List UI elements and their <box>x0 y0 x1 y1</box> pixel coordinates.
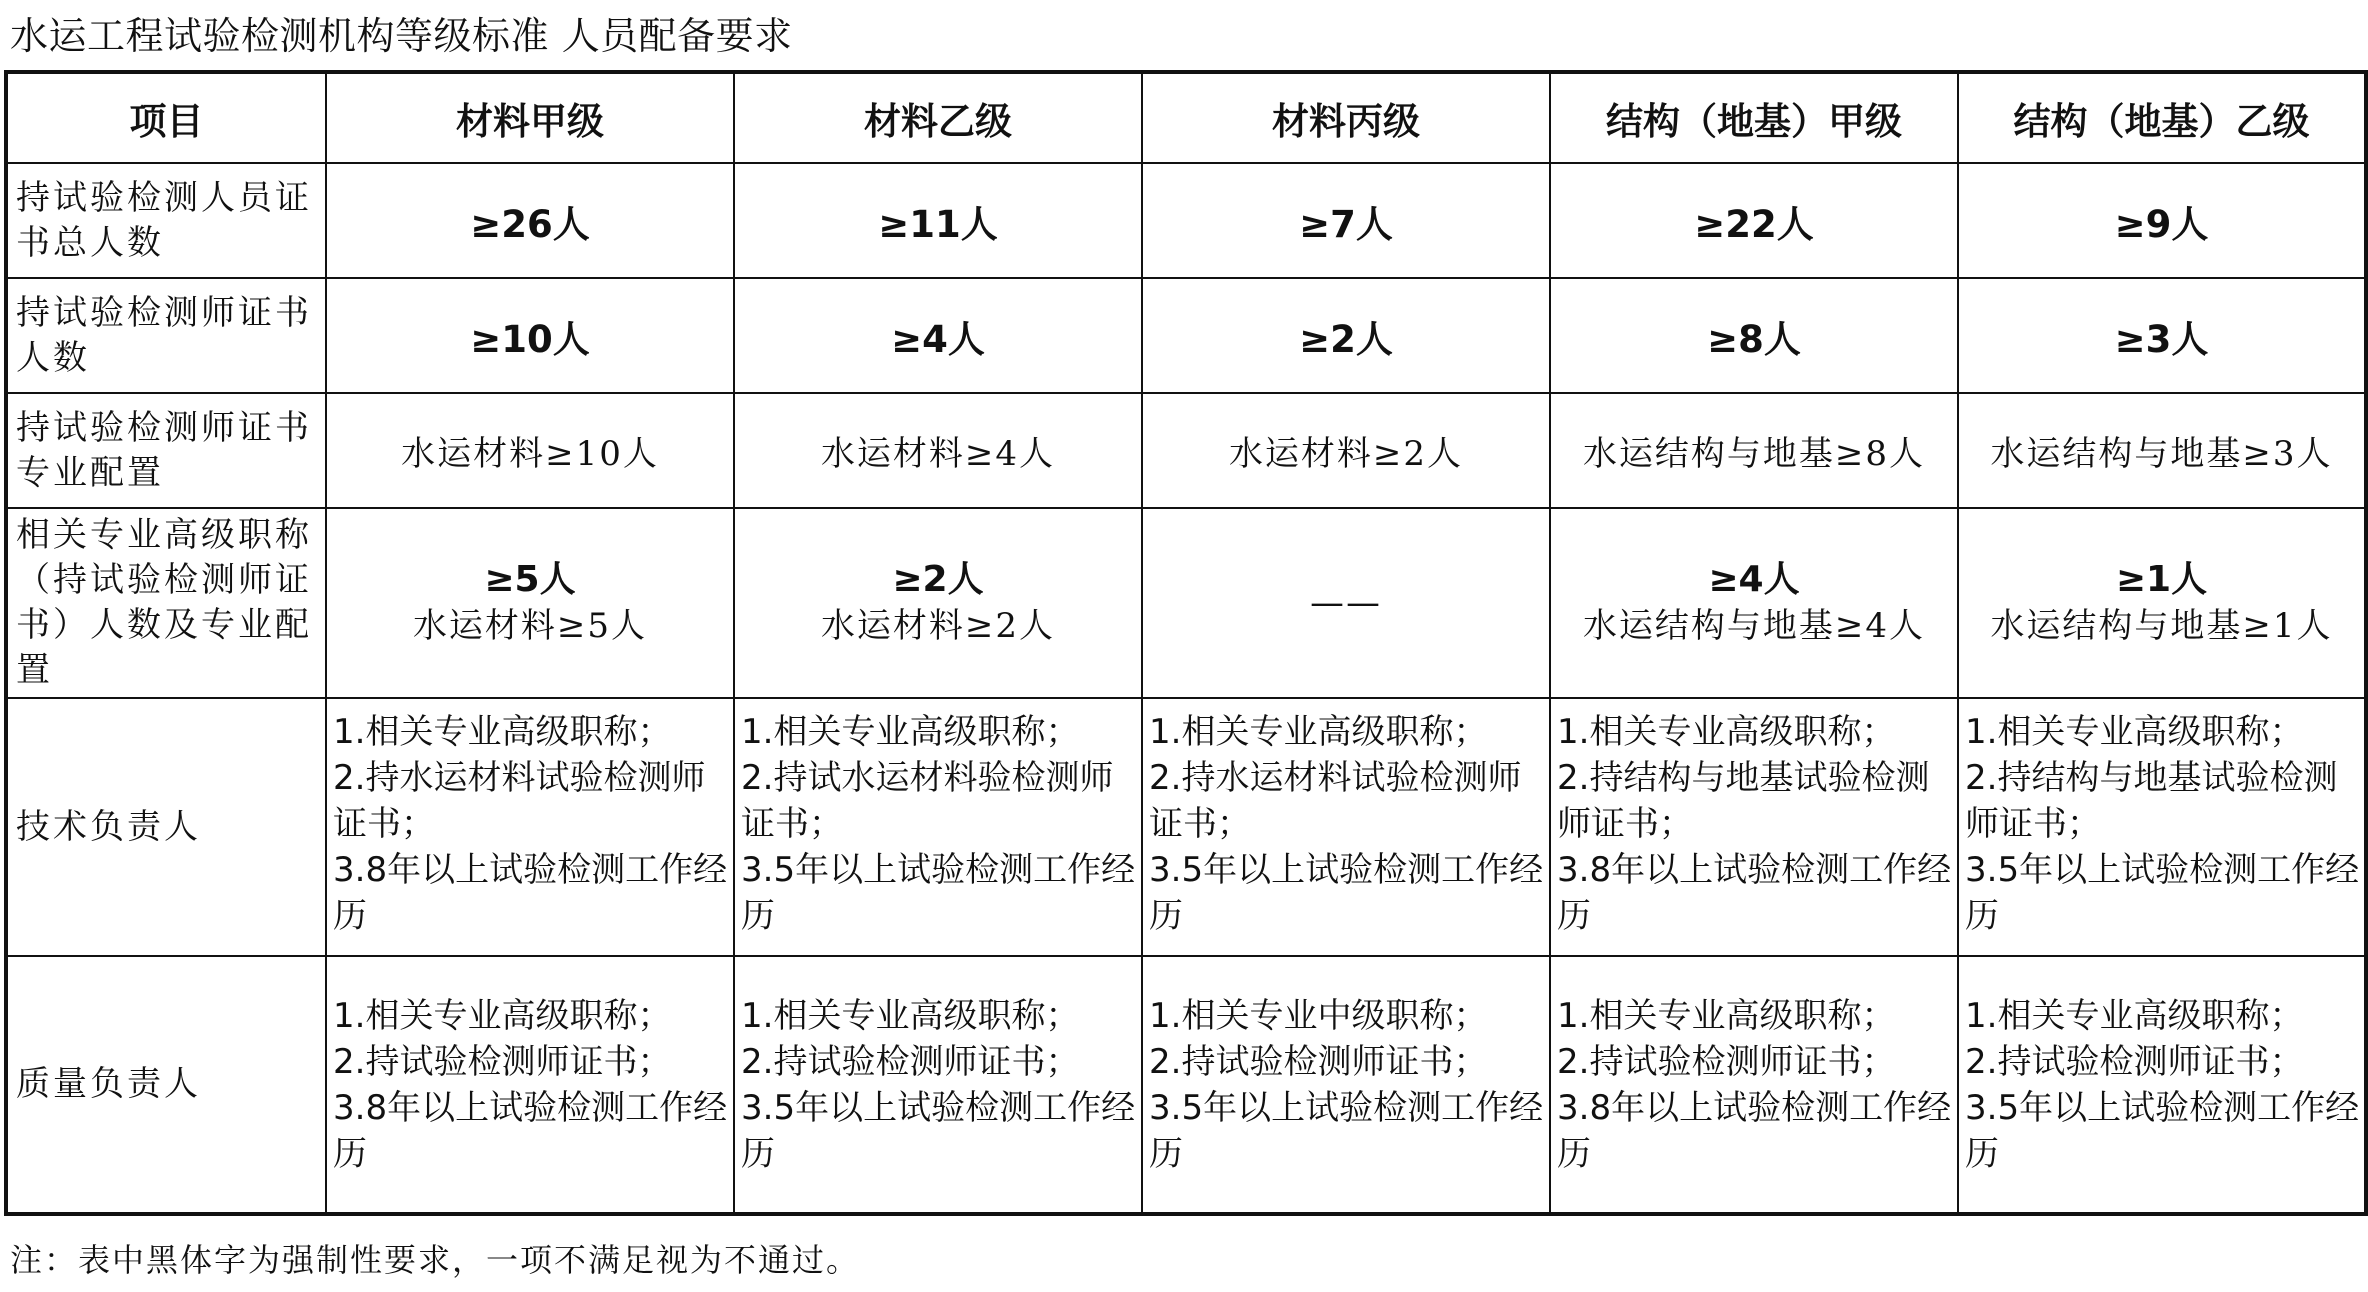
row-label: 持试验检测师证书人数 <box>6 278 326 393</box>
count-text: ≥4人 <box>1708 559 1800 600</box>
table-cell <box>326 956 734 1214</box>
table-cell: ≥4人 <box>734 278 1142 393</box>
table-cell: 水运材料≥10人 <box>326 393 734 508</box>
requirement-line: 1.相关专业高级职称； <box>333 996 672 1036</box>
requirement-line: 3.5年以上试验检测工作经历 <box>741 850 1136 936</box>
requirement-line: 1.相关专业高级职称； <box>1557 712 1896 752</box>
requirement-line: 2.持试验检测师证书； <box>1557 1042 1896 1082</box>
requirement-line: 1.相关专业高级职称； <box>1557 996 1896 1036</box>
table-cell <box>734 698 1142 956</box>
requirement-line: 3.5年以上试验检测工作经历 <box>1965 1088 2360 1174</box>
table-cell: 水运结构与地基≥3人 <box>1958 393 2366 508</box>
requirement-line: 2.持试水运材料验检测师证书； <box>741 758 1114 844</box>
column-header: 材料甲级 <box>326 72 734 163</box>
spec-text: 水运结构与地基≥4人 <box>1582 606 1926 646</box>
requirement-line: 3.5年以上试验检测工作经历 <box>741 1088 1136 1174</box>
table-cell <box>326 698 734 956</box>
requirement-line: 1.相关专业高级职称； <box>1149 712 1488 752</box>
table-cell: ≥7人 <box>1142 163 1550 278</box>
table-row <box>6 956 2366 1214</box>
requirement-line: 2.持试验检测师证书； <box>333 1042 672 1082</box>
table-cell <box>1550 698 1958 956</box>
row-label: 质量负责人 <box>6 956 326 1214</box>
requirement-line: 3.8年以上试验检测工作经历 <box>333 1088 728 1174</box>
column-header: 项目 <box>6 72 326 163</box>
table-row <box>6 508 2366 698</box>
column-header: 材料乙级 <box>734 72 1142 163</box>
requirement-line: 3.5年以上试验检测工作经历 <box>1149 850 1544 936</box>
table-cell: ≥22人 <box>1550 163 1958 278</box>
requirement-line: 2.持试验检测师证书； <box>1149 1042 1488 1082</box>
requirement-line: 1.相关专业高级职称； <box>1965 996 2304 1036</box>
table-cell: ≥8人 <box>1550 278 1958 393</box>
table-cell <box>1142 956 1550 1214</box>
requirement-line: 2.持水运材料试验检测师证书； <box>1149 758 1522 844</box>
requirement-line: 1.相关专业高级职称； <box>741 996 1080 1036</box>
table-cell <box>1958 508 2366 698</box>
table-cell: ≥26人 <box>326 163 734 278</box>
table-cell: ≥10人 <box>326 278 734 393</box>
table-cell: ≥11人 <box>734 163 1142 278</box>
row-label: 持试验检测师证书专业配置 <box>6 393 326 508</box>
requirement-line: 3.8年以上试验检测工作经历 <box>1557 1088 1952 1174</box>
table-cell: ≥3人 <box>1958 278 2366 393</box>
requirement-line: 1.相关专业中级职称； <box>1149 996 1488 1036</box>
requirement-line: 2.持试验检测师证书； <box>741 1042 1080 1082</box>
table-cell: ≥9人 <box>1958 163 2366 278</box>
row-label: 技术负责人 <box>6 698 326 956</box>
row-label: 相关专业高级职称（持试验检测师证书）人数及专业配置 <box>6 508 326 698</box>
table-cell: 水运结构与地基≥8人 <box>1550 393 1958 508</box>
count-text: ≥2人 <box>892 559 984 600</box>
table-row <box>6 278 2366 393</box>
spec-text: 水运材料≥5人 <box>412 606 648 646</box>
table-cell: —— <box>1142 508 1550 698</box>
requirement-line: 3.5年以上试验检测工作经历 <box>1149 1088 1544 1174</box>
requirement-line: 1.相关专业高级职称； <box>741 712 1080 752</box>
count-text: ≥1人 <box>2115 559 2208 600</box>
table-cell: 水运材料≥4人 <box>734 393 1142 508</box>
column-header: 材料丙级 <box>1142 72 1550 163</box>
column-header: 结构（地基）甲级 <box>1550 72 1958 163</box>
requirement-line: 2.持结构与地基试验检测师证书； <box>1965 758 2338 844</box>
table-cell <box>734 956 1142 1214</box>
table-row <box>6 698 2366 956</box>
header-row <box>6 72 2366 163</box>
spec-text: 水运材料≥2人 <box>820 606 1056 646</box>
table-cell <box>734 508 1142 698</box>
requirement-line: 2.持结构与地基试验检测师证书； <box>1557 758 1930 844</box>
footnote: 注：表中黑体字为强制性要求，一项不满足视为不通过。 <box>10 1241 861 1279</box>
table-cell <box>1142 698 1550 956</box>
requirements-table <box>4 70 2368 1216</box>
requirement-line: 2.持试验检测师证书； <box>1965 1042 2304 1082</box>
table-cell <box>1958 698 2366 956</box>
requirement-line: 3.8年以上试验检测工作经历 <box>333 850 728 936</box>
requirement-line: 2.持水运材料试验检测师证书； <box>333 758 706 844</box>
requirement-line: 3.5年以上试验检测工作经历 <box>1965 850 2360 936</box>
table-cell: ≥2人 <box>1142 278 1550 393</box>
table-cell <box>1550 508 1958 698</box>
table-cell <box>1550 956 1958 1214</box>
row-label: 持试验检测人员证书总人数 <box>6 163 326 278</box>
table-cell: 水运材料≥2人 <box>1142 393 1550 508</box>
table-row <box>6 163 2366 278</box>
count-text: ≥5人 <box>484 559 576 600</box>
table-cell <box>326 508 734 698</box>
requirement-line: 1.相关专业高级职称； <box>333 712 672 752</box>
page-title: 水运工程试验检测机构等级标准 人员配备要求 <box>10 14 793 58</box>
requirement-line: 3.8年以上试验检测工作经历 <box>1557 850 1952 936</box>
requirement-line: 1.相关专业高级职称； <box>1965 712 2304 752</box>
table-cell <box>1958 956 2366 1214</box>
table-row <box>6 393 2366 508</box>
column-header: 结构（地基）乙级 <box>1958 72 2366 163</box>
spec-text: 水运结构与地基≥1人 <box>1990 606 2333 646</box>
